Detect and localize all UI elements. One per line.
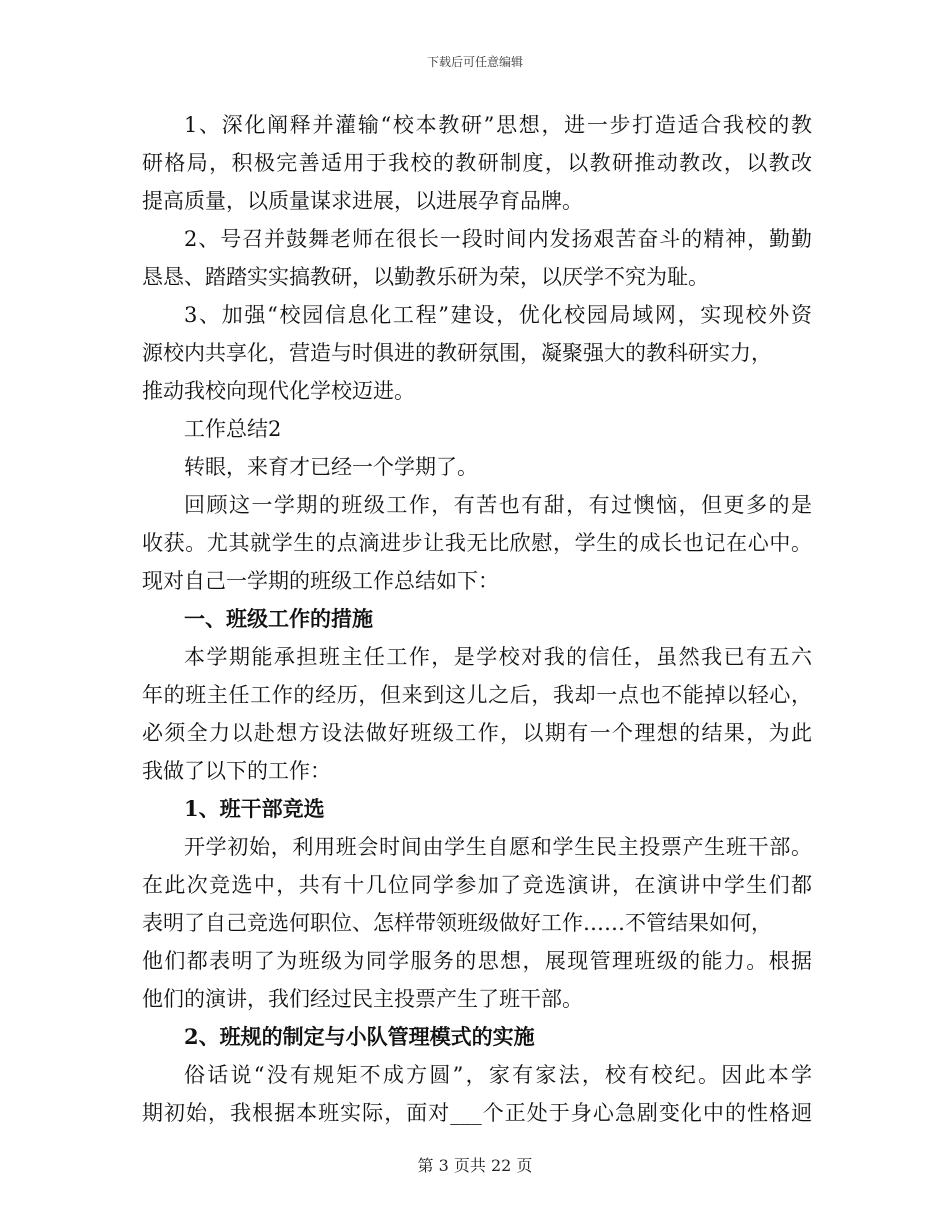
page-footer: 第 3 页共 22 页 — [417, 1156, 533, 1175]
paragraph-line: 他们的演讲，我们经过民主投票产生了班干部。 — [142, 987, 583, 1011]
paragraph-line: 开学初始，利用班会时间由学生自愿和学生民主投票产生班干部。 — [184, 835, 812, 859]
paragraph-line: 本学期能承担班主任工作，是学校对我的信任，虽然我已有五六 — [184, 645, 812, 669]
paragraph-line: 研格局，积极完善适用于我校的教研制度，以教研推动教改，以教改 — [142, 151, 812, 175]
document-body — [142, 106, 812, 1132]
section-heading: 一、班级工作的措施 — [184, 606, 373, 631]
paragraph-line: 现对自己一学期的班级工作总结如下： — [142, 569, 499, 593]
paragraph-line: 2、号召并鼓舞老师在很长一段时间内发扬艰苦奋斗的精神，勤勤 — [184, 227, 812, 251]
paragraph-line: 工作总结2 — [184, 417, 282, 441]
paragraph-line: 收获。尤其就学生的点滴进步让我无比欣慰，学生的成长也记在心中。 — [142, 531, 812, 555]
section-heading: 2、班规的制定与小队管理模式的实施 — [184, 1024, 535, 1049]
page-header: 下载后可任意编辑 — [426, 55, 523, 69]
paragraph-line: 表明了自己竞选何职位、怎样带领班级做好工作……不管结果如何， — [142, 911, 772, 935]
paragraph-line: 提高质量，以质量谋求进展，以进展孕育品牌。 — [142, 189, 583, 213]
paragraph-line: 回顾这一学期的班级工作，有苦也有甜，有过懊恼，但更多的是 — [184, 493, 812, 517]
paragraph-line: 1、深化阐释并灌输“校本教研”思想，进一步打造适合我校的教 — [184, 113, 812, 137]
paragraph-line: 转眼，来育才已经一个学期了。 — [184, 455, 478, 479]
paragraph-line: 推动我校向现代化学校迈进。 — [142, 379, 415, 403]
paragraph-line: 俗话说“没有规矩不成方圆”，家有家法，校有校纪。因此本学 — [184, 1063, 812, 1087]
paragraph-line: 我做了以下的工作： — [142, 759, 331, 783]
paragraph-line: 期初始，我根据本班实际，面对___个正处于身心急剧变化中的性格迥 — [142, 1101, 812, 1125]
paragraph-line: 恳恳、踏踏实实搞教研，以勤教乐研为荣，以厌学不究为耻。 — [142, 265, 709, 289]
section-heading: 1、班干部竞选 — [184, 796, 325, 821]
paragraph-line: 3、加强“校园信息化工程”建设，优化校园局域网，实现校外资 — [184, 303, 812, 327]
paragraph-line: 必须全力以赴想方设法做好班级工作，以期有一个理想的结果，为此 — [142, 721, 812, 745]
paragraph-line: 在此次竞选中，共有十几位同学参加了竞选演讲，在演讲中学生们都 — [142, 873, 812, 897]
paragraph-line: 他们都表明了为班级为同学服务的思想，展现管理班级的能力。根据 — [142, 949, 812, 973]
paragraph-line: 源校内共享化，营造与时俱进的教研氛围，凝聚强大的教科研实力， — [142, 341, 772, 365]
paragraph-line: 年的班主任工作的经历，但来到这儿之后，我却一点也不能掉以轻心， — [142, 683, 812, 707]
